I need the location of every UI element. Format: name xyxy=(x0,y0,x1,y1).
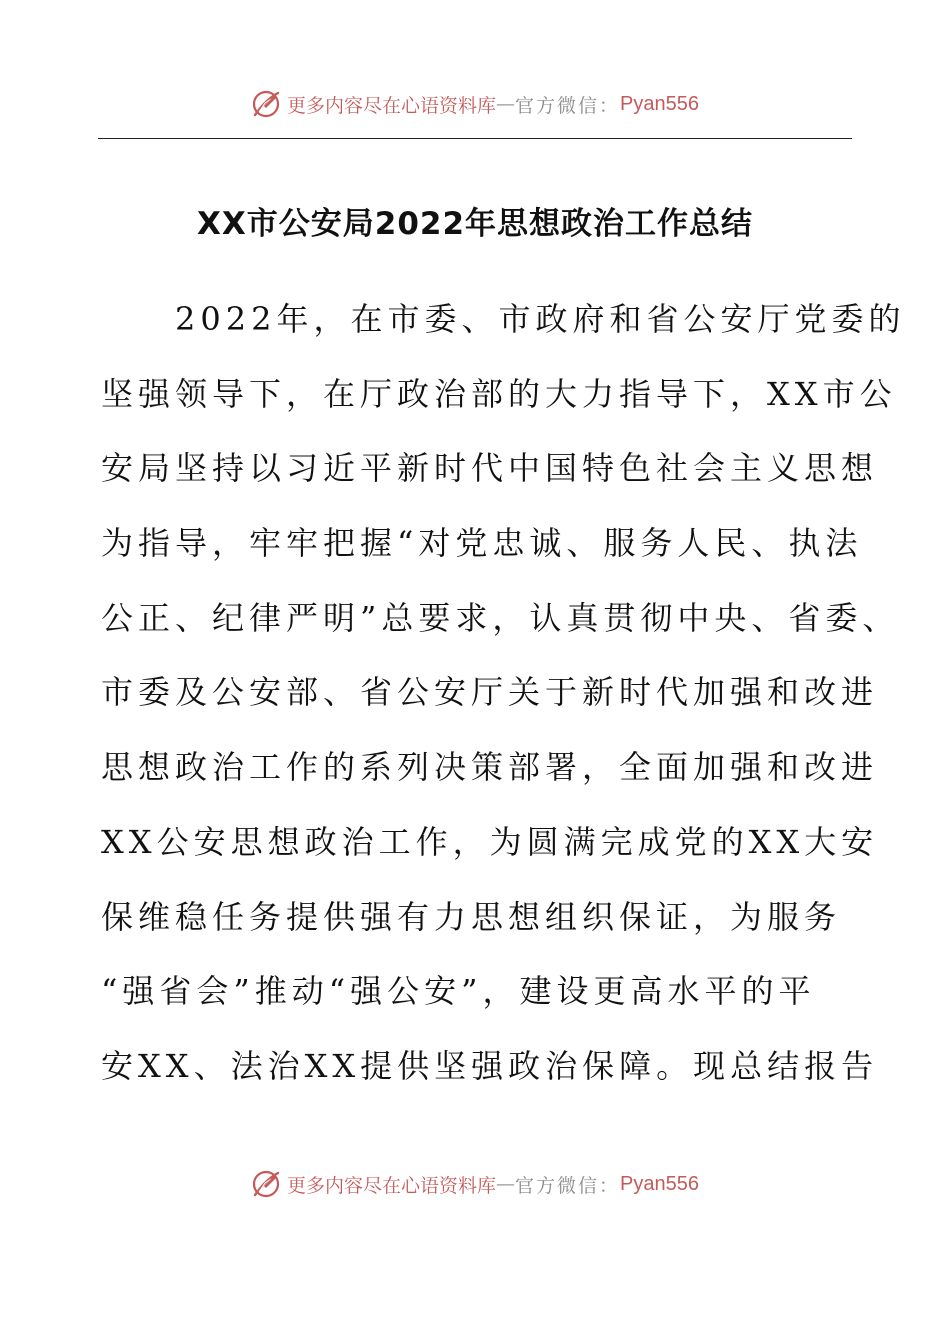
banner-separator: — xyxy=(496,93,516,115)
quill-pen-logo-icon xyxy=(251,1169,281,1199)
body-line: 思想政治工作的系列决策部署，全面加强和改进 xyxy=(101,748,879,787)
document-title: XX市公安局2022年思想政治工作总结 xyxy=(196,206,754,242)
body-line: XX公安思想政治工作，为圆满完成党的XX大安 xyxy=(101,822,879,861)
body-line: 为指导，牢牢把握“对党忠诚、服务人民、执法 xyxy=(101,524,863,563)
body-line: 坚强领导下，在厅政治部的大力指导下，XX市公 xyxy=(101,374,897,413)
wechat-label: 官方微信： xyxy=(515,94,621,117)
body-line: 市委及公安部、省公安厅关于新时代加强和改进 xyxy=(101,673,879,712)
wechat-label: 官方微信： xyxy=(515,1174,621,1197)
body-line: 安局坚持以习近平新时代中国特色社会主义思想 xyxy=(101,449,879,488)
body-line: 保维稳任务提供强有力思想组织保证，为服务 xyxy=(101,897,842,936)
banner-text: 更多内容尽在心语资料库 xyxy=(287,94,497,117)
footer-banner xyxy=(0,1164,950,1204)
document-body xyxy=(101,294,906,1116)
wechat-id: Pyan556 xyxy=(620,1172,699,1195)
wechat-id: Pyan556 xyxy=(620,92,699,115)
body-line: 安XX、法治XX提供坚强政治保障。现总结报告 xyxy=(101,1046,879,1085)
banner-text: 更多内容尽在心语资料库 xyxy=(287,1174,497,1197)
banner-separator: — xyxy=(496,1173,516,1195)
body-line: 公正、纪律严明”总要求，认真贯彻中央、省委、 xyxy=(101,598,900,637)
header-banner xyxy=(0,84,950,124)
quill-pen-logo-icon xyxy=(251,89,281,119)
body-line: “强省会”推动“强公安”，建设更高水平的平 xyxy=(101,972,816,1011)
header-divider xyxy=(98,138,852,139)
body-line: 2022年，在市委、市政府和省公安厅党委的 xyxy=(101,300,906,338)
